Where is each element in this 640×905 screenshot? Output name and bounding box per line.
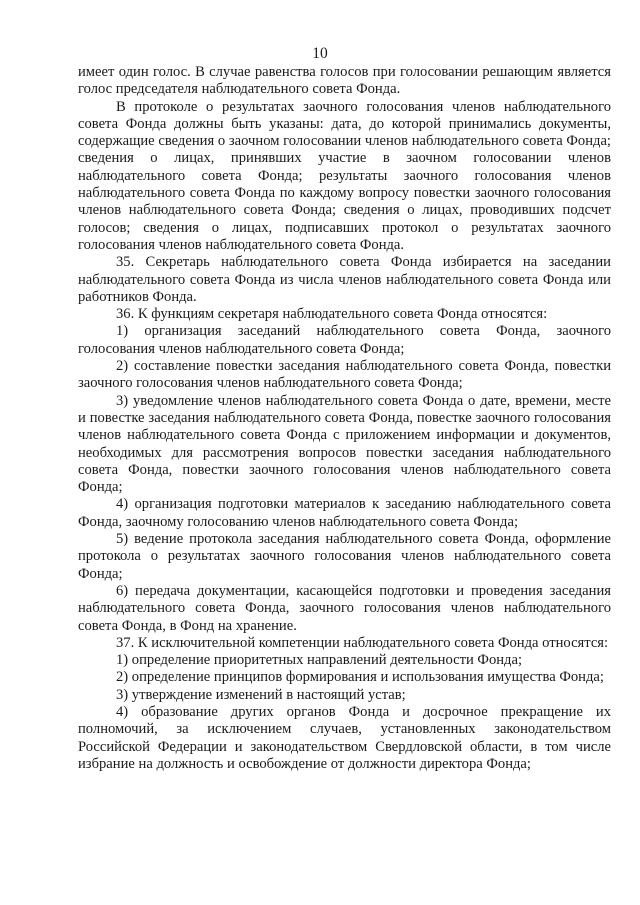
- paragraph-continuation: имеет один голос. В случае равенства голосов при голосовании решающим является голос председателя наблюдательного совета Фонда.: [78, 64, 611, 98]
- clause-37-item-2: 2) определение принципов формирования и использования имущества Фонда;: [116, 669, 604, 686]
- clause-36-item-3: 3) уведомление членов наблюдательного совета Фонда о дате, времени, месте и повестке заседания наблюдательного совета Фонда, повестке заочного голосования членов наблюдательного совета Фонда с приложением информации и документов, необходимых для рассмотрения вопросов повестки заседания наблюдательного совета Фонда, повестки заочного голосования членов наблюдательного совета Фонда;: [78, 392, 611, 496]
- page-number: 10: [312, 45, 328, 62]
- clause-37-item-1: 1) определение приоритетных направлений деятельности Фонда;: [116, 652, 523, 669]
- clause-36-item-4: 4) организация подготовки материалов к заседанию наблюдательного совета Фонда, заочному голосованию членов наблюдательного совета Фонда;: [78, 496, 611, 530]
- clause-36-item-5: 5) ведение протокола заседания наблюдательного совета Фонда, оформление протокола о результатах заочного голосования членов наблюдательного совета Фонда;: [78, 531, 611, 582]
- paragraph-protocol-requirements: В протоколе о результатах заочного голосования членов наблюдательного совета Фонда должны быть указаны: дата, до которой принимались документы, содержащие сведения о заочном голосовании членов наблюдательного совета Фонда; сведения о лицах, принявших участие в заочном голосовании членов наблюдательного совета Фонда; результаты заочного голосования членов наблюдательного совета Фонда по каждому вопросу повестки заочного голосования членов наблюдательного совета Фонда; сведения о лицах, проводивших подсчет голосов; сведения о лицах, подписавших протокол о результатах заочного голосования членов наблюдательного совета Фонда.: [78, 98, 611, 253]
- clause-36: 36. К функциям секретаря наблюдательного совета Фонда относятся:: [116, 306, 548, 323]
- clause-37-item-4: 4) образование других органов Фонда и досрочное прекращение их полномочий, за исключением случаев, установленных законодательством Российской Федерации и законодательством Свердловской области, в том числе избрание на должность и освобождение от должности директора Фонда;: [78, 703, 611, 772]
- clause-37: 37. К исключительной компетенции наблюдательного совета Фонда относятся:: [116, 634, 609, 651]
- clause-36-item-6: 6) передача документации, касающейся подготовки и проведения заседания наблюдательного совета Фонда, заочного голосования членов наблюдательного совета Фонда, в Фонд на хранение.: [78, 582, 611, 634]
- clause-37-item-3: 3) утверждение изменений в настоящий устав;: [116, 686, 406, 703]
- document-body: [78, 64, 611, 773]
- clause-36-item-1: 1) организация заседаний наблюдательного совета Фонда, заочного голосования членов наблюдательного совета Фонда;: [78, 323, 611, 357]
- clause-36-item-2: 2) составление повестки заседания наблюдательного совета Фонда, повестки заочного голосования членов наблюдательного совета Фонда;: [78, 358, 611, 392]
- clause-35: 35. Секретарь наблюдательного совета Фонда избирается на заседании наблюдательного совета Фонда из числа членов наблюдательного совета Фонда или работников Фонда.: [78, 254, 611, 305]
